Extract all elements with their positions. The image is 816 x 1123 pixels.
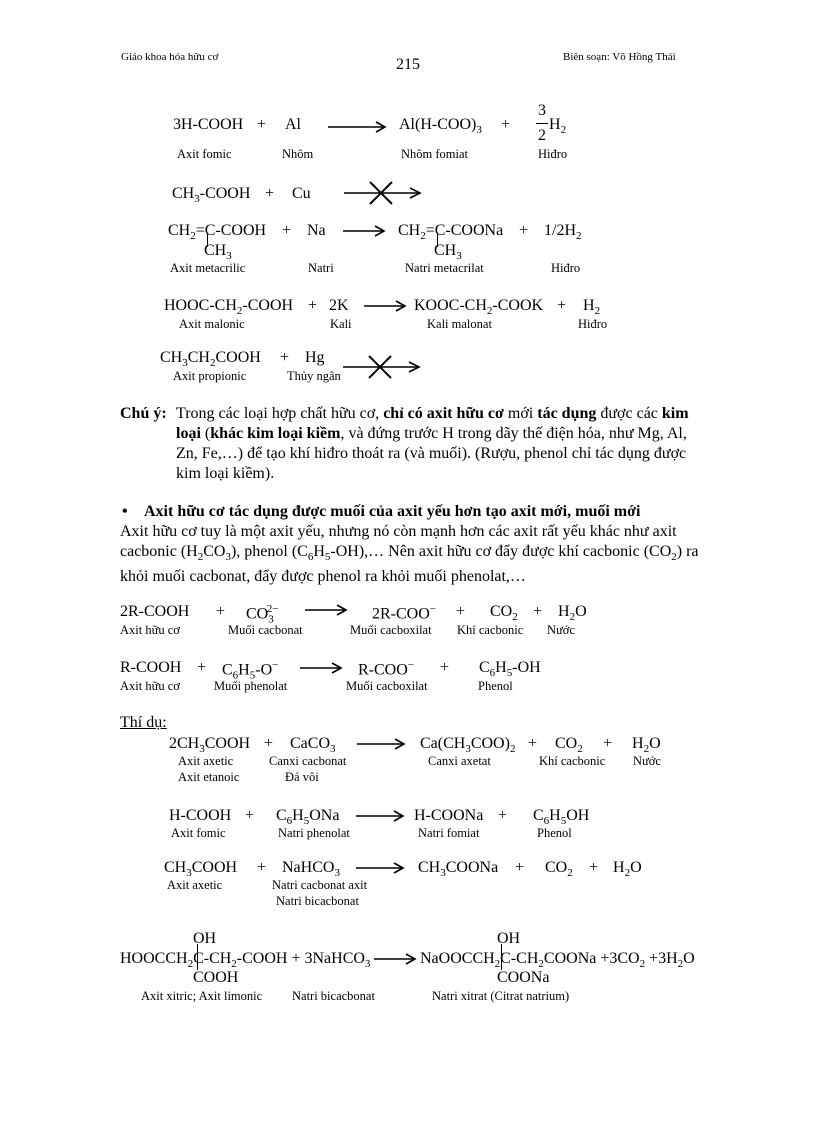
r1-label2: Nhôm (282, 147, 314, 161)
g1-label2: Muối cacbonat (228, 623, 303, 637)
e2-arrow (356, 809, 406, 823)
g2-product1: R-COO− (358, 659, 414, 679)
r4-label1: Axit malonic (179, 317, 245, 331)
e3-product1: $CH_3COONa$ (418, 859, 499, 880)
r2-reactant1: $CH_3$-COOH (172, 185, 251, 206)
e1-plus3: + (603, 735, 613, 752)
g1-plus1: + (216, 603, 226, 620)
e4-reactants: $HOOCCH_2C-CH_2$-COOH + 3NaHCO$_3$ (120, 950, 371, 971)
page-number: 215 (396, 56, 420, 73)
e2-plus1: + (245, 807, 255, 824)
e1-product3: $H_2O$ (632, 735, 661, 756)
r1-plus2: + (501, 116, 511, 133)
g1-product1: 2R-COO− (372, 603, 436, 623)
r3-label1: Axit metacrilic (170, 261, 246, 275)
e1-product1: $Ca(CH_3COO)_2$ (420, 735, 516, 756)
e4-products: $NaOOCCH_2C-CH_2COONa +3CO_2 +3H_2O$ (420, 950, 695, 971)
g2-label2: Muối phenolat (214, 679, 288, 693)
r1-reactant1: 3H-COOH (173, 116, 244, 133)
note-paragraph: Trong các loại hợp chất hữu cơ, chỉ có axit hữu cơ mới tác dụng được các kim loại (khác kim loại kiềm, và đứng trước H trong dãy thế điện hóa, như Mg, Al, Zn, Fe,…) để tạo khí hiđro thoát ra (và muối). (Rượu, phenol chỉ tác dụng được kim loại kiềm). (176, 405, 689, 482)
r1-fraction-bar (536, 123, 548, 124)
r4-reactant1: HOOC-$CH_2$-COOH (164, 297, 294, 318)
r3-product1: $CH_2=C$-COONa (398, 222, 504, 243)
r4-product1: KOOC-$CH_2$-COOK (414, 297, 544, 318)
e1-reactant2: CaCO$_3$ (290, 735, 336, 756)
e1-plus2: + (528, 735, 538, 752)
r1-label1: Axit fomic (177, 147, 232, 161)
g2-reactant1: R-COOH (120, 659, 182, 676)
g2-label3: Muối cacboxilat (346, 679, 428, 693)
e4-oh-right: OH (497, 930, 521, 947)
r3-plus2: + (519, 222, 529, 239)
g1-plus2: + (456, 603, 466, 620)
r5-label2: Thủy ngân (287, 369, 341, 383)
e1-plus1: + (264, 735, 274, 752)
g2-label4: Phenol (478, 679, 513, 693)
e2-product2: $C_6H_5OH$ (533, 807, 590, 828)
g2-label1: Axit hữu cơ (120, 679, 180, 693)
r4-product2: $H_2$ (583, 297, 601, 318)
e2-product1: H-COONa (414, 807, 484, 824)
g1-label3: Muối cacboxilat (350, 623, 432, 637)
r1-product2: $H_2$ (549, 116, 567, 137)
e4-coona-branch: COONa (497, 969, 550, 986)
e2-label4: Phenol (537, 826, 572, 840)
header-left: Giáo khoa hóa hữu cơ (121, 51, 219, 63)
g2-plus1: + (197, 659, 207, 676)
e3-plus1: + (257, 859, 267, 876)
r1-reactant2: Al (285, 116, 301, 133)
e3-label2: Natri cacbonat axit (272, 878, 368, 892)
r3-label2: Natri (308, 261, 334, 275)
e3-reactant2: NaHCO$_3$ (282, 859, 340, 880)
e2-reactant1: H-COOH (169, 807, 232, 824)
r5-reactant1: $CH_3CH_2COOH$ (160, 349, 261, 370)
e2-label2: Natri phenolat (278, 826, 350, 840)
r2-reactant2: Cu (292, 185, 311, 202)
e2-reactant2: $C_6H_5ONa$ (276, 807, 340, 828)
r3-label3: Natri metacrilat (405, 261, 484, 275)
header-right: Biên soạn: Võ Hồng Thái (563, 51, 676, 63)
r5-reactant2: Hg (305, 349, 325, 366)
g1-label4: Khí cacbonic (457, 623, 524, 637)
section-body: Axit hữu cơ tuy là một axit yếu, nhưng nó còn mạnh hơn các axit rất yếu khác như axit cacbonic $(H_2CO_3)$, phenol $(C_6H_5-OH),\dots$ Nên axit hữu cơ đẩy được khí cacbonic $(CO_2)$ ra khỏi muối cacbonat, đẩy được phenol ra khỏi muối phenolat,… (120, 523, 699, 586)
e3-label1: Axit axetic (167, 878, 223, 892)
r5-label1: Axit propionic (173, 369, 247, 383)
example-label: Thí dụ: (120, 714, 167, 731)
g2-arrow (300, 661, 344, 675)
r3-reactant1: $CH_2=C$-COOH (168, 222, 267, 243)
e2-label1: Axit fomic (171, 826, 226, 840)
r3-reactant-branch: $CH_3$ (204, 242, 232, 263)
e3-reactant1: $CH_3COOH$ (164, 859, 238, 880)
e1-reactant1: $2CH_3COOH$ (169, 735, 251, 756)
g1-label5: Nước (547, 623, 575, 637)
g1-label1: Axit hữu cơ (120, 623, 180, 637)
r5-crossed-arrow (343, 356, 423, 382)
e1-product2: $CO_2$ (555, 735, 583, 756)
g1-reactant1: 2R-COOH (120, 603, 190, 620)
note-label: Chú ý: (120, 405, 167, 422)
section-bullet: • (122, 503, 128, 520)
r3-plus1: + (282, 222, 292, 239)
r4-label2: Kali (330, 317, 352, 331)
e3-product3: $H_2O$ (613, 859, 642, 880)
r3-product2: $1/2H_2$ (544, 222, 582, 243)
e4-label3: Natri xitrat (Citrat natrium) (432, 989, 570, 1003)
e1-label5: Nước (633, 754, 661, 768)
g1-product2: $CO_2$ (490, 603, 518, 624)
r4-label3: Kali malonat (427, 317, 492, 331)
e1-label1: Axit axetic (178, 754, 234, 768)
g1-reactant2: $CO_3^{2-}$ (246, 603, 279, 626)
e2-plus2: + (498, 807, 508, 824)
r2-plus: + (265, 185, 275, 202)
e3-arrow (356, 861, 406, 875)
r5-plus: + (280, 349, 290, 366)
e1-label4: Khí cacbonic (539, 754, 606, 768)
r4-plus1: + (308, 297, 318, 314)
r1-fraction-denominator: 2 (538, 127, 546, 144)
r1-label3: Nhôm fomiat (401, 147, 469, 161)
r4-label4: Hiđro (578, 317, 608, 331)
e2-label3: Natri fomiat (418, 826, 480, 840)
e3-label2b: Natri bicacbonat (276, 894, 359, 908)
r4-reactant2: 2K (329, 297, 349, 314)
r1-plus1: + (257, 116, 267, 133)
e1-label2b: Đá vôi (285, 770, 319, 784)
g2-plus2: + (440, 659, 450, 676)
r3-label4: Hiđro (551, 261, 581, 275)
r3-reactant2: Na (307, 222, 326, 239)
e3-plus3: + (589, 859, 599, 876)
g2-product2: $C_6H_5-OH$ (479, 659, 541, 680)
g1-arrow (305, 603, 349, 617)
g1-product3: $H_2O$ (558, 603, 587, 624)
r4-plus2: + (557, 297, 567, 314)
r3-product-branch: $CH_3$ (434, 242, 462, 263)
r4-arrow (364, 299, 408, 313)
e3-plus2: + (515, 859, 525, 876)
e4-oh-left: OH (193, 930, 217, 947)
r1-label4: Hiđro (538, 147, 568, 161)
g1-plus3: + (533, 603, 543, 620)
e4-arrow (374, 952, 418, 966)
e4-label1: Axit xitric; Axit limonic (141, 989, 263, 1003)
section-heading: Axit hữu cơ tác dụng được muối của axit yếu hơn tạo axit mới, muối mới (144, 503, 641, 520)
r1-arrow (328, 120, 388, 134)
r2-crossed-arrow (344, 182, 424, 208)
e3-product2: $CO_2$ (545, 859, 573, 880)
e1-label2: Canxi cacbonat (269, 754, 347, 768)
e1-label1b: Axit etanoic (178, 770, 240, 784)
e4-cooh-branch: COOH (193, 969, 239, 986)
g2-reactant2: $C_6H_5-O^-$ (222, 659, 279, 682)
e4-label2: Natri bicacbonat (292, 989, 375, 1003)
r1-product1: $Al(H-COO)_3$ (399, 116, 482, 137)
e1-label3: Canxi axetat (428, 754, 491, 768)
r3-arrow (343, 224, 387, 238)
r1-fraction-numerator: 3 (538, 102, 546, 119)
e1-arrow (357, 737, 407, 751)
